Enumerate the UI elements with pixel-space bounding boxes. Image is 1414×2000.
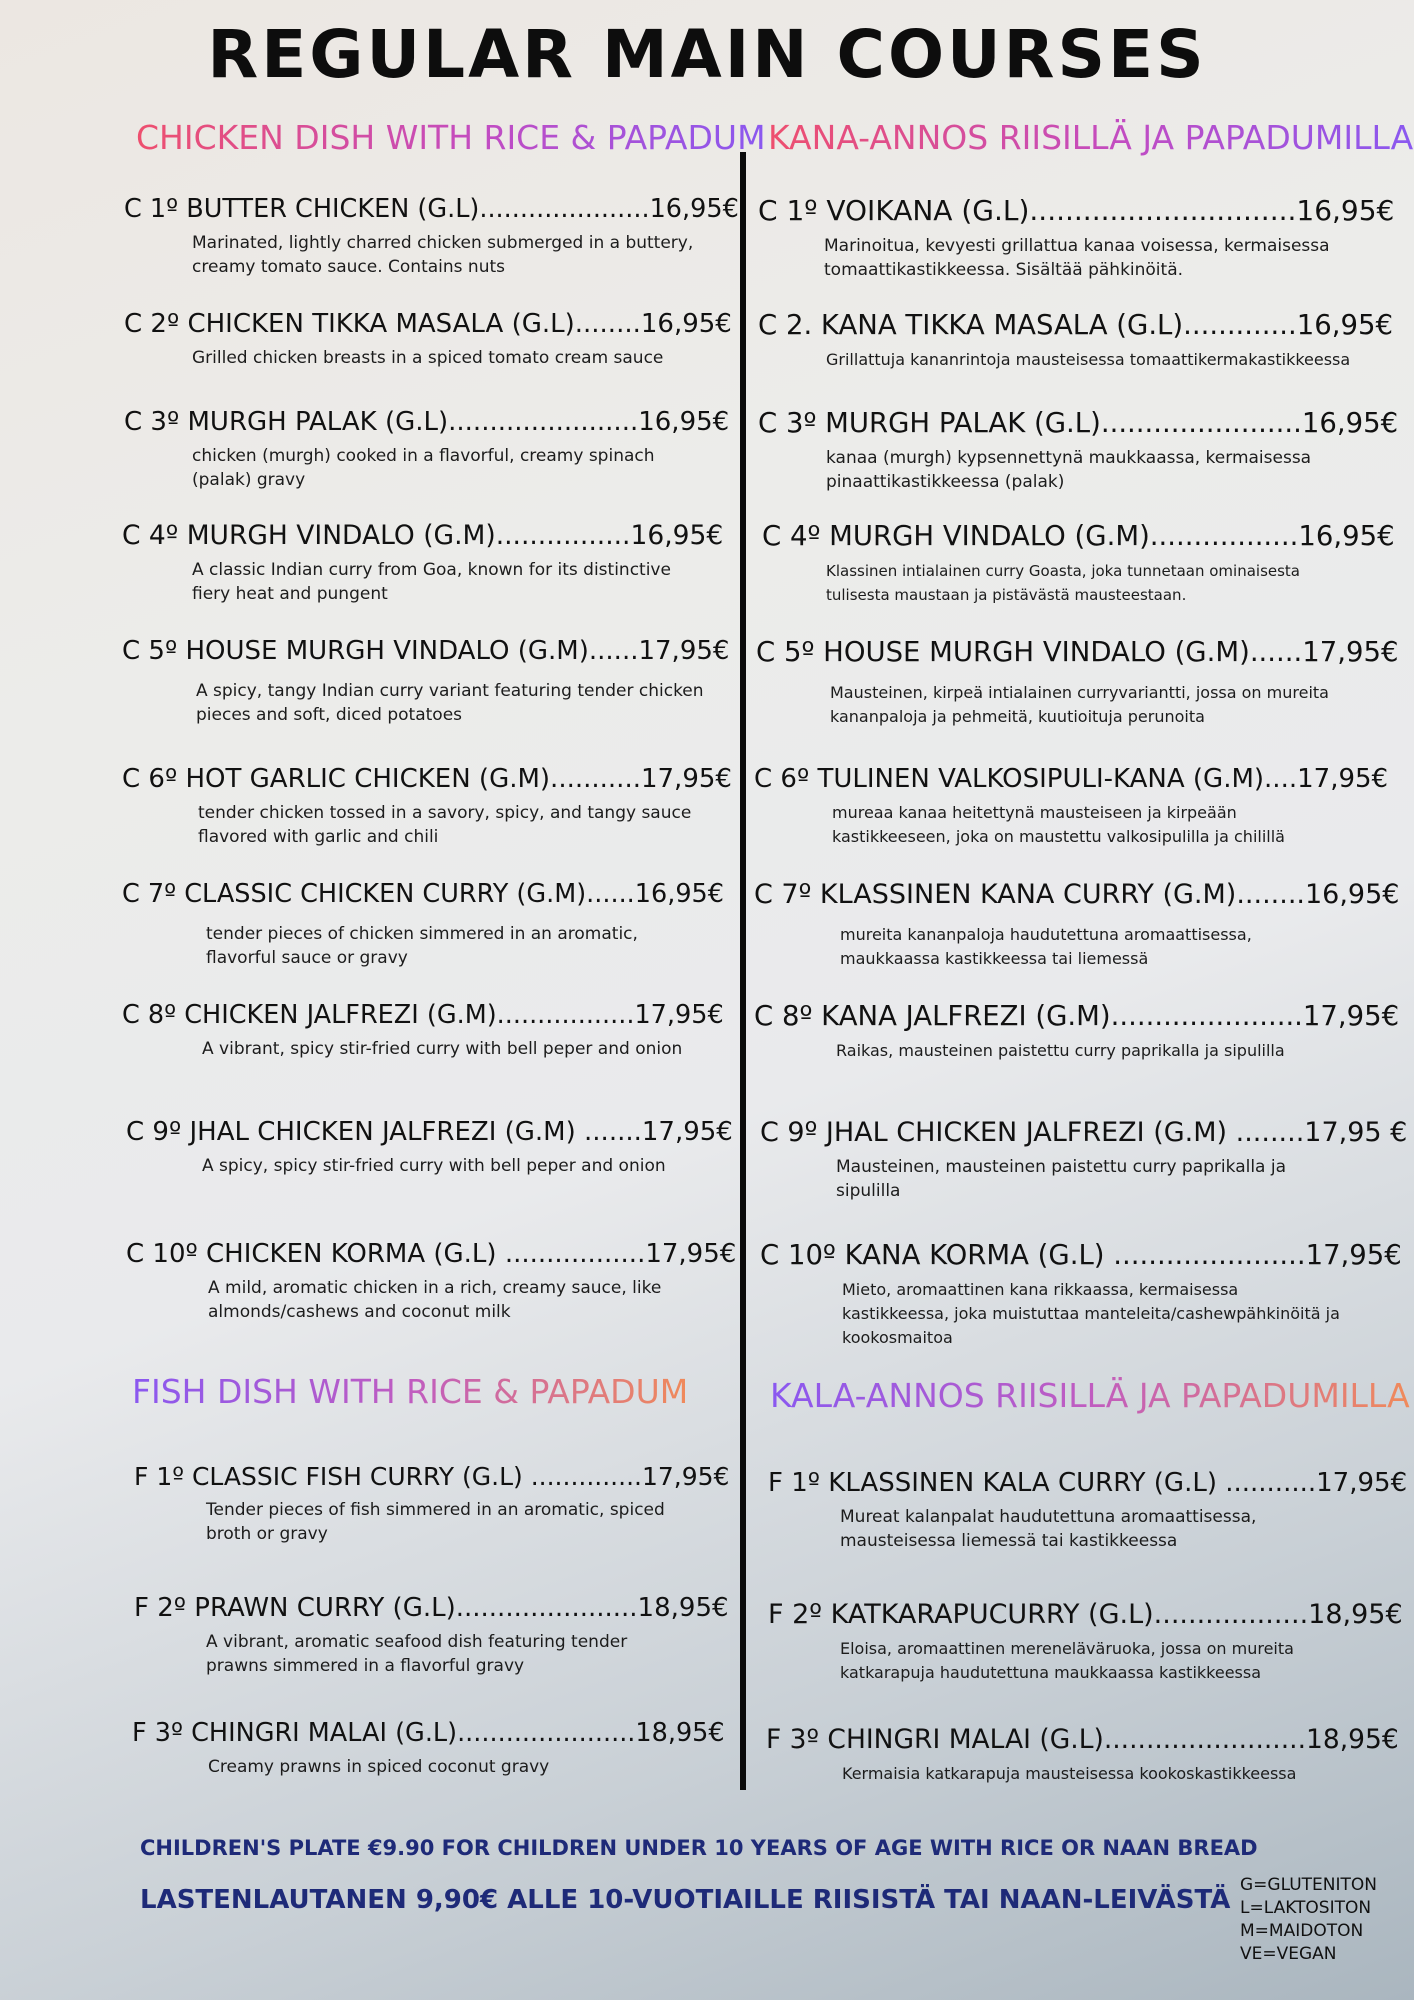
menu-item-chicken-fi-4: [762, 520, 1402, 607]
page-title: REGULAR MAIN COURSES: [207, 16, 1207, 93]
menu-item-chicken-fi-6: [754, 764, 1404, 849]
dish-description: Mausteinen, mausteinen paistettu curry paprikalla ja sipulilla: [836, 1157, 1287, 1202]
dish-description: Mureat kalanpalat haudutettuna aromaattisessa, mausteisessa liemessä tai kastikkeessa: [840, 1507, 1257, 1552]
menu-item-fish-fi-2: [768, 1599, 1408, 1685]
menu-item-chicken-en-6: [122, 764, 734, 849]
dish-name: F 2º PRAWN CURRY (G.L)......................18,95€: [134, 1593, 729, 1623]
dish-name: C 4º MURGH VINDALO (G.M)................16,95€: [122, 520, 724, 551]
dish-name: C 6º HOT GARLIC CHICKEN (G.M)...........17,95€: [122, 764, 732, 794]
children-plate-note-en: CHILDREN'S PLATE €9.90 FOR CHILDREN UNDER 10 YEARS OF AGE WITH RICE OR NAAN BREAD: [140, 1836, 1258, 1860]
dish-name: C 4º MURGH VINDALO (G.M).................16,95€: [762, 520, 1395, 552]
dish-description: Tender pieces of fish simmered in an aromatic, spiced broth or gravy: [206, 1500, 665, 1544]
menu-item-chicken-fi-1: [758, 194, 1398, 282]
menu-item-chicken-en-4: [122, 520, 732, 606]
menu-item-chicken-en-8: [122, 1000, 734, 1061]
menu-item-chicken-en-5: [122, 636, 734, 727]
menu-item-chicken-fi-5: [756, 636, 1400, 729]
dish-description: chicken (murgh) cooked in a flavorful, creamy spinach (palak) gravy: [192, 446, 655, 491]
dish-description: Eloisa, aromaattinen mereneläväruoka, jossa on mureita katkarapuja haudutettuna maukkaassa kastikkeessa: [840, 1639, 1294, 1683]
dish-description: Marinated, lightly charred chicken submerged in a buttery, creamy tomato sauce. Contains nuts: [192, 232, 694, 277]
menu-item-fish-en-2: [134, 1593, 734, 1678]
dish-name: C 6º TULINEN VALKOSIPULI-KANA (G.M)....17,95€: [754, 764, 1389, 794]
legend-dairy-free: M=MAIDOTON: [1240, 1921, 1364, 1941]
dish-description: mureita kananpaloja haudutettuna aromaattisessa, maukkaassa kastikkeessa tai liemessä: [840, 925, 1252, 969]
menu-item-chicken-fi-8: [754, 1000, 1404, 1063]
menu-item-chicken-en-7: [122, 879, 734, 970]
menu-item-chicken-en-9: [126, 1117, 738, 1178]
dish-description: Mieto, aromaattinen kana rikkaassa, kermaisessa kastikkeessa, joka muistuttaa manteleita/cashewpähkinöitä ja kookosmaitoa: [842, 1280, 1340, 1347]
dish-description: tender pieces of chicken simmered in an aromatic, flavorful sauce or gravy: [206, 923, 638, 968]
legend-vegan: VE=VEGAN: [1240, 1944, 1337, 1964]
legend-lactose-free: L=LAKTOSITON: [1240, 1898, 1372, 1918]
dish-name: C 9º JHAL CHICKEN JALFREZI (G.M) .......17,95€: [126, 1117, 733, 1147]
dish-name: C 10º KANA KORMA (G.L) ......................17,95€: [760, 1239, 1402, 1271]
menu-item-fish-fi-3: [766, 1724, 1406, 1786]
menu-item-chicken-en-10: [126, 1239, 738, 1324]
dish-description: A vibrant, spicy stir-fried curry with bell peper and onion: [202, 1038, 683, 1059]
section-heading-fish-fi: KALA-ANNOS RIISILLÄ JA PAPADUMILLA: [770, 1376, 1410, 1415]
dish-name: C 7º CLASSIC CHICKEN CURRY (G.M)......16,95€: [122, 879, 725, 909]
dish-name: F 3º CHINGRI MALAI (G.L)........................18,95€: [766, 1724, 1399, 1755]
dish-name: C 2. KANA TIKKA MASALA (G.L).............16,95€: [758, 309, 1393, 341]
dish-description: Grillattuja kananrintoja mausteisessa tomaattikermakastikkeessa: [826, 350, 1351, 369]
dish-description: A vibrant, aromatic seafood dish featuring tender prawns simmered in a flavorful gravy: [206, 1632, 628, 1677]
dish-name: C 10º CHICKEN KORMA (G.L) .................17,95€: [126, 1239, 737, 1269]
dish-description: mureaa kanaa heitettynä mausteiseen ja kirpeään kastikkeeseen, joka on maustettu valkosipulilla ja chilillä: [832, 803, 1285, 847]
menu-item-fish-fi-1: [768, 1468, 1408, 1553]
dish-name: F 3º CHINGRI MALAI (G.L)......................18,95€: [132, 1718, 725, 1748]
dish-name: C 7º KLASSINEN KANA CURRY (G.M)........16,95€: [754, 879, 1400, 910]
dish-description: tender chicken tossed in a savory, spicy, and tangy sauce flavored with garlic and chili: [198, 803, 692, 848]
menu-item-chicken-fi-3: [758, 407, 1398, 494]
dish-description: Kermaisia katkarapuja mausteisessa kookoskastikkeessa: [842, 1763, 1297, 1783]
menu-item-chicken-fi-2: [758, 309, 1398, 372]
menu-item-chicken-en-2: [124, 309, 734, 370]
dish-description: Marinoitua, kevyesti grillattua kanaa voisessa, kermaisessa tomaattikastikkeessa. Sisältää pähkinöitä.: [824, 235, 1330, 280]
dish-name: C 8º KANA JALFREZI (G.M)......................17,95€: [754, 1000, 1400, 1032]
dish-name: C 9º JHAL CHICKEN JALFREZI (G.M) ........17,95 €: [760, 1117, 1408, 1148]
dish-description: A mild, aromatic chicken in a rich, creamy sauce, like almonds/cashews and coconut milk: [208, 1278, 662, 1323]
dish-name: C 1º BUTTER CHICKEN (G.L).....................16,95€: [124, 194, 739, 224]
children-plate-note-fi: LASTENLAUTANEN 9,90€ ALLE 10-VUOTIAILLE RIISISTÄ TAI NAAN-LEIVÄSTÄ: [140, 1885, 1231, 1915]
dish-description: Creamy prawns in spiced coconut gravy: [208, 1756, 550, 1777]
dish-name: F 1º KLASSINEN KALA CURRY (G.L) ...........17,95€: [768, 1468, 1408, 1498]
dish-name: F 2º KATKARAPUCURRY (G.L)..................18,95€: [768, 1599, 1403, 1630]
section-heading-fish-en: FISH DISH WITH RICE & PAPADUM: [132, 1372, 689, 1411]
dish-description: kanaa (murgh) kypsennettynä maukkaassa, kermaisessa pinaattikastikkeessa (palak): [826, 448, 1312, 492]
dish-name: C 2º CHICKEN TIKKA MASALA (G.L)........16,95€: [124, 309, 732, 339]
menu-item-fish-en-3: [132, 1718, 732, 1779]
column-divider: [740, 152, 746, 1790]
menu-item-chicken-fi-7: [754, 879, 1404, 971]
menu-item-chicken-fi-9: [760, 1117, 1410, 1203]
dish-description: A spicy, tangy Indian curry variant featuring tender chicken pieces and soft, diced potatoes: [196, 681, 704, 726]
dish-description: A classic Indian curry from Goa, known for its distinctive fiery heat and pungent: [192, 559, 671, 604]
menu-item-chicken-en-3: [124, 407, 734, 492]
section-heading-chicken-en: CHICKEN DISH WITH RICE & PAPADUM: [136, 118, 766, 157]
menu-item-chicken-fi-10: [760, 1239, 1410, 1350]
section-heading-chicken-fi: KANA-ANNOS RIISILLÄ JA PAPADUMILLA: [768, 118, 1414, 157]
dish-name: C 8º CHICKEN JALFREZI (G.M).................17,95€: [122, 1000, 724, 1030]
dish-description: Klassinen intialainen curry Goasta, joka tunnetaan ominaisesta tulisesta maustaan ja pistävästä mausteestaan.: [826, 562, 1300, 604]
dish-name: C 5º HOUSE MURGH VINDALO (G.M)......17,95€: [122, 636, 730, 666]
dish-name: C 1º VOIKANA (G.L)..............................16,95€: [758, 194, 1395, 227]
dish-description: Raikas, mausteinen paistettu curry paprikalla ja sipulilla: [836, 1041, 1285, 1060]
dish-name: C 3º MURGH PALAK (G.L).......................16,95€: [758, 407, 1399, 439]
dish-description: Mausteinen, kirpeä intialainen curryvariantti, jossa on mureita kananpaloja ja pehmeitä, kuutioituja perunoita: [830, 683, 1329, 726]
dish-name: F 1º CLASSIC FISH CURRY (G.L) ..............17,95€: [134, 1462, 730, 1491]
dish-description: Grilled chicken breasts in a spiced tomato cream sauce: [192, 348, 664, 369]
dish-description: A spicy, spicy stir-fried curry with bell peper and onion: [202, 1156, 666, 1177]
legend-gluten-free: G=GLUTENITON: [1240, 1875, 1377, 1895]
diet-legend: [1240, 1874, 1377, 1966]
menu-item-fish-en-1: [134, 1462, 734, 1546]
dish-name: C 3º MURGH PALAK (G.L).......................16,95€: [124, 407, 730, 437]
dish-name: C 5º HOUSE MURGH VINDALO (G.M)......17,95€: [756, 636, 1399, 668]
menu-item-chicken-en-1: [124, 194, 744, 279]
